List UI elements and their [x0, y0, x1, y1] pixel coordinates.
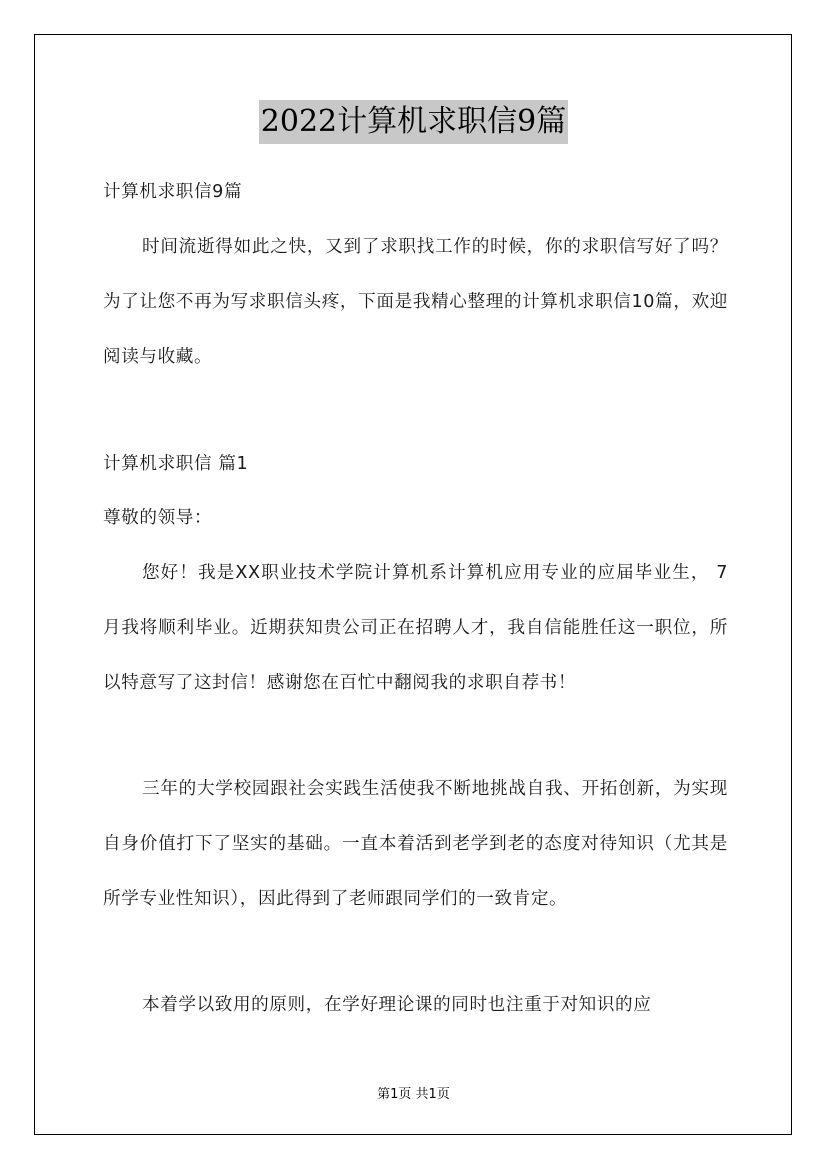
subtitle: 计算机求职信9篇	[103, 182, 243, 202]
body-paragraph-3: 本着学以致用的原则，在学好理论课的同时也注重于对知识的应	[142, 995, 652, 1015]
body-paragraph-1: 您好！我是XX职业技术学院计算机系计算机应用专业的应届毕业生， 7月我将顺利毕业。近期获知贵公司正在招聘人才，我自信能胜任这一职位，所以特意写了这封信！感谢您在百忙中翻阅我的求职自荐书！	[103, 563, 728, 693]
salutation: 尊敬的领导：	[103, 508, 213, 528]
document-title-wrap	[0, 100, 827, 144]
body-paragraph-2: 三年的大学校园跟社会实践生活使我不断地挑战自我、开拓创新，为实现自身价值打下了坚实的基础。一直本着活到老学到老的态度对待知识（尤其是所学专业性知识），因此得到了老师跟同学们的一致肯定。	[103, 779, 728, 909]
intro-paragraph: 时间流逝得如此之快，又到了求职找工作的时候，你的求职信写好了吗？为了让您不再为写求职信头疼，下面是我精心整理的计算机求职信10篇，欢迎阅读与收藏。	[103, 237, 728, 367]
section-heading: 计算机求职信 篇1	[103, 454, 249, 474]
document-title: 2022计算机求职信9篇	[259, 100, 568, 144]
page-footer: 第1页 共1页	[377, 1087, 450, 1102]
